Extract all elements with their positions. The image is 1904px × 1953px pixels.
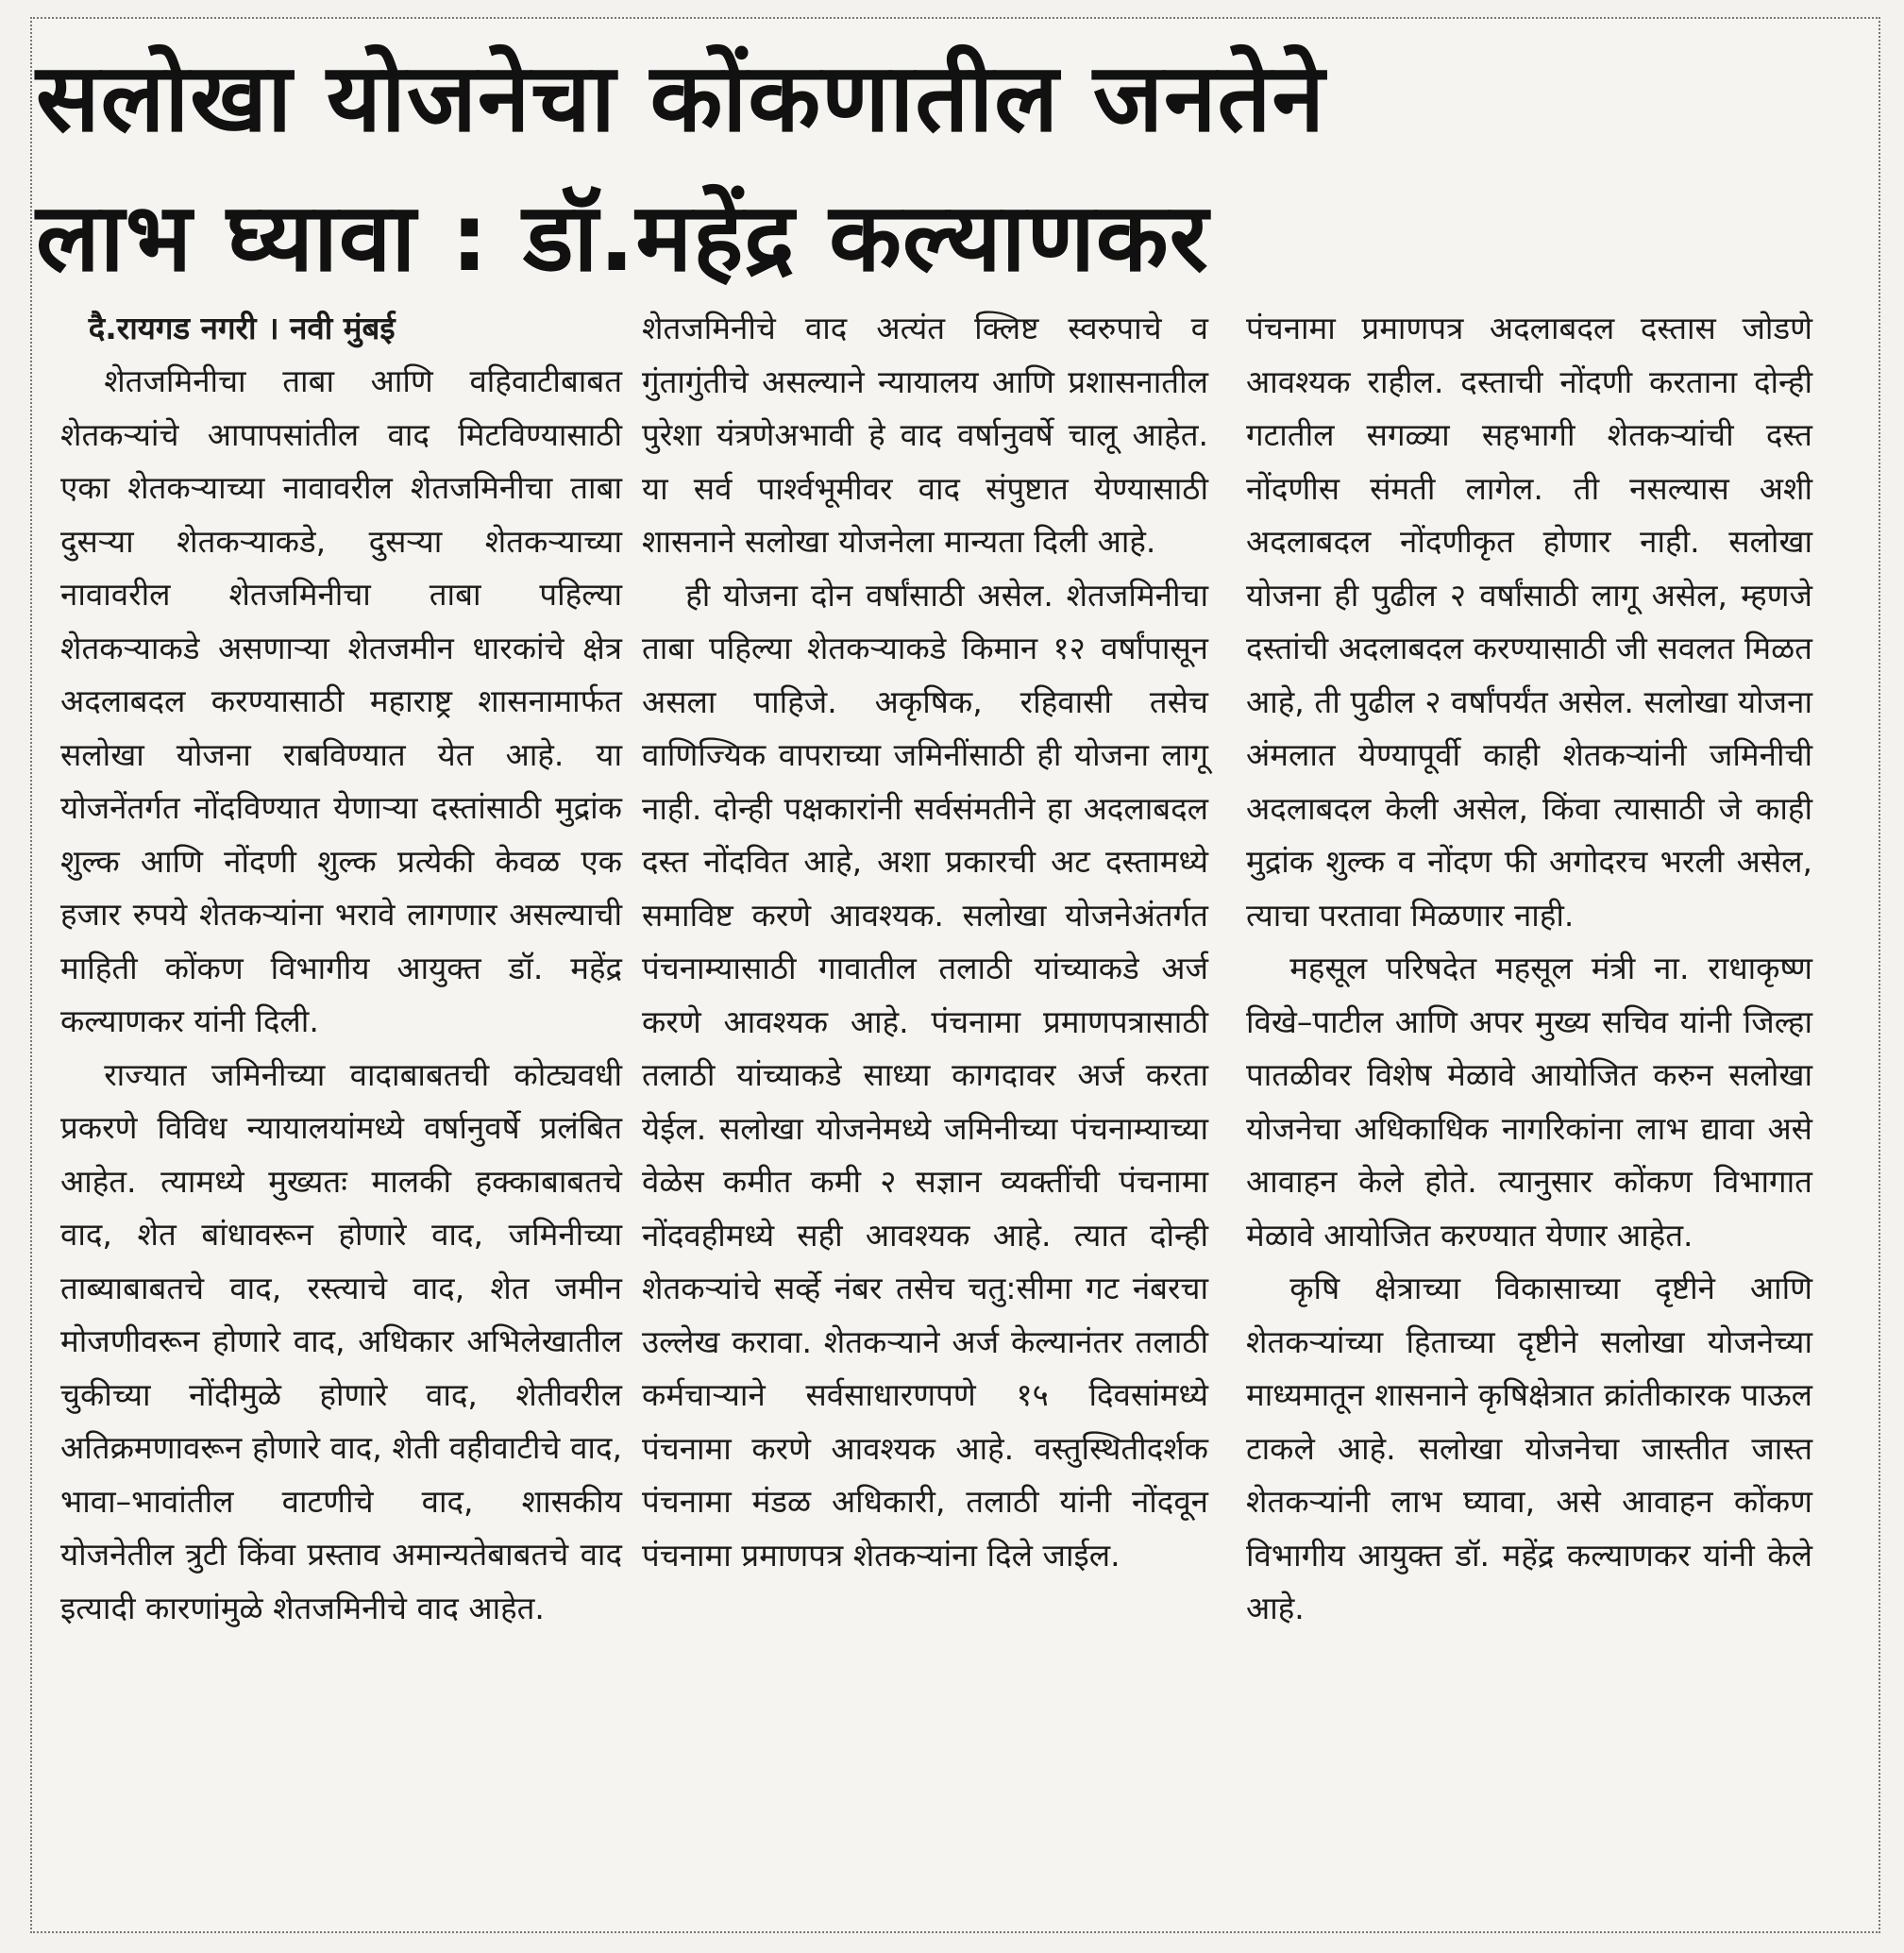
byline: दै.रायगड नगरी । नवी मुंबई [88, 310, 396, 346]
headline-line-2: लाभ घ्यावा : डॉ.महेंद्र कल्याणकर [36, 182, 1209, 293]
headline [36, 28, 1829, 308]
paragraph: ही योजना दोन वर्षांसाठी असेल. शेतजमिनीचा ताबा पहिल्या शेतकऱ्याकडे किमान १२ वर्षांपासून असला पाहिजे. अकृषिक, रहिवासी तसेच वाणिज्यिक वापराच्या जमिनींसाठी ही योजना लागू नाही. दोन्ही पक्षकारांनी सर्वसंमतीने हा अदलाबदल दस्त नोंदवित आहे, अशा प्रकारची अट दस्तामध्ये समाविष्ट करणे आवश्यक. सलोखा योजनेअंतर्गत पंचनाम्यासाठी गावातील तलाठी यांच्याकडे अर्ज करणे आवश्यक आहे. पंचनामा प्रमाणपत्रासाठी तलाठी यांच्याकडे साध्या कागदावर अर्ज करता येईल. सलोखा योजनेमध्ये जमिनीच्या पंचनाम्याच्या वेळेस कमीत कमी २ सज्ञान व्यक्तींची पंचनामा नोंदवहीमध्ये सही आवश्यक आहे. त्यात दोन्ही शेतकऱ्यांचे सर्व्हे नंबर तसेच चतु:सीमा गट नंबरचा उल्लेख करावा. शेतकऱ्याने अर्ज केल्यानंतर तलाठी कर्मचाऱ्याने सर्वसाधारणपणे १५ दिवसांमध्ये पंचनामा करणे आवश्यक आहे. वस्तुस्थितीदर्शक पंचनामा मंडळ अधिकारी, तलाठी यांनी नोंदवून पंचनामा प्रमाणपत्र शेतकऱ्यांना दिले जाईल. [642, 576, 1208, 1574]
paragraph: राज्यात जमिनीच्या वादाबाबतची कोट्यवधी प्रकरणे विविध न्यायालयांमध्ये वर्षानुवर्षे प्रलंबित आहेत. त्यामध्ये मुख्यतः मालकी हक्काबाबतचे वाद, शेत बांधावरून होणारे वाद, जमिनीच्या ताब्याबाबतचे वाद, रस्त्याचे वाद, शेत जमीन मोजणीवरून होणारे वाद, अधिकार अभिलेखातील चुकीच्या नोंदीमुळे होणारे वाद, शेतीवरील अतिक्रमणावरून होणारे वाद, शेती वहीवाटीचे वाद, भावा–भावांतील वाटणीचे वाद, शासकीय योजनेतील त्रुटी किंवा प्रस्ताव अमान्यतेबाबतचे वाद इत्यादी कारणांमुळे शेतजमिनीचे वाद आहेत. [60, 1055, 622, 1626]
paragraph: शेतजमिनीचे वाद अत्यंत क्लिष्ट स्वरुपाचे व गुंतागुंतीचे असल्याने न्यायालय आणि प्रशासनातील पुरेशा यंत्रणेअभावी हे वाद वर्षानुवर्षे चालू आहेत. या सर्व पार्श्वभूमीवर वाद संपुष्टात येण्यासाठी शासनाने सलोखा योजनेला मान्यता दिली आहे. [642, 310, 1208, 560]
paragraph: महसूल परिषदेत महसूल मंत्री ना. राधाकृष्ण विखे–पाटील आणि अपर मुख्य सचिव यांनी जिल्हा पातळीवर विशेष मेळावे आयोजित करुन सलोखा योजनेचा अधिकाधिक नागरिकांना लाभ द्यावा असे आवाहन केले होते. त्यानुसार कोंकण विभागात मेळावे आयोजित करण्यात येणार आहेत. [1246, 950, 1812, 1254]
article-column-1 [60, 302, 622, 1635]
article-column-2 [642, 302, 1208, 1582]
paragraph: शेतजमिनीचा ताबा आणि वहिवाटीबाबत शेतकऱ्यांचे आपापसांतील वाद मिटविण्यासाठी एका शेतकऱ्याच्या नावावरील शेतजमिनीचा ताबा दुसऱ्या शेतकऱ्याकडे, दुसऱ्या शेतकऱ्याच्या नावावरील शेतजमिनीचा ताबा पहिल्या शेतकऱ्याकडे असणाऱ्या शेतजमीन धारकांचे क्षेत्र अदलाबदल करण्यासाठी महाराष्ट्र शासनामार्फत सलोखा योजना राबविण्यात येत आहे. या योजनेंतर्गत नोंदविण्यात येणाऱ्या दस्तांसाठी मुद्रांक शुल्क आणि नोंदणी शुल्क प्रत्येकी केवळ एक हजार रुपये शेतकऱ्यांना भरावे लागणार असल्याची माहिती कोंकण विभागीय आयुक्त डॉ. महेंद्र कल्याणकर यांनी दिली. [60, 362, 622, 1039]
article-column-3 [1246, 302, 1812, 1636]
headline-line-1: सलोखा योजनेचा कोंकणातील जनतेने [36, 42, 1326, 153]
paragraph: कृषि क्षेत्राच्या विकासाच्या दृष्टीने आणि शेतकऱ्यांच्या हिताच्या दृष्टीने सलोखा योजनेच्या माध्यमातून शासनाने कृषिक्षेत्रात क्रांतीकारक पाऊल टाकले आहे. सलोखा योजनेचा जास्तीत जास्त शेतकऱ्यांनी लाभ घ्यावा, असे आवाहन कोंकण विभागीय आयुक्त डॉ. महेंद्र कल्याणकर यांनी केले आहे. [1246, 1270, 1812, 1626]
paragraph: पंचनामा प्रमाणपत्र अदलाबदल दस्तास जोडणे आवश्यक राहील. दस्ताची नोंदणी करताना दोन्ही गटातील सगळ्या सहभागी शेतकऱ्यांची दस्त नोंदणीस संमती लागेल. ती नसल्यास अशी अदलाबदल नोंदणीकृत होणार नाही. सलोखा योजना ही पुढील २ वर्षांसाठी लागू असेल, म्हणजे दस्तांची अदलाबदल करण्यासाठी जी सवलत मिळत आहे, ती पुढील २ वर्षांपर्यंत असेल. सलोखा योजना अंमलात येण्यापूर्वी काही शेतकऱ्यांनी जमिनीची अदलाबदल केली असेल, किंवा त्यासाठी जे काही मुद्रांक शुल्क व नोंदण फी अगोदरच भरली असेल, त्याचा परतावा मिळणार नाही. [1246, 310, 1812, 934]
